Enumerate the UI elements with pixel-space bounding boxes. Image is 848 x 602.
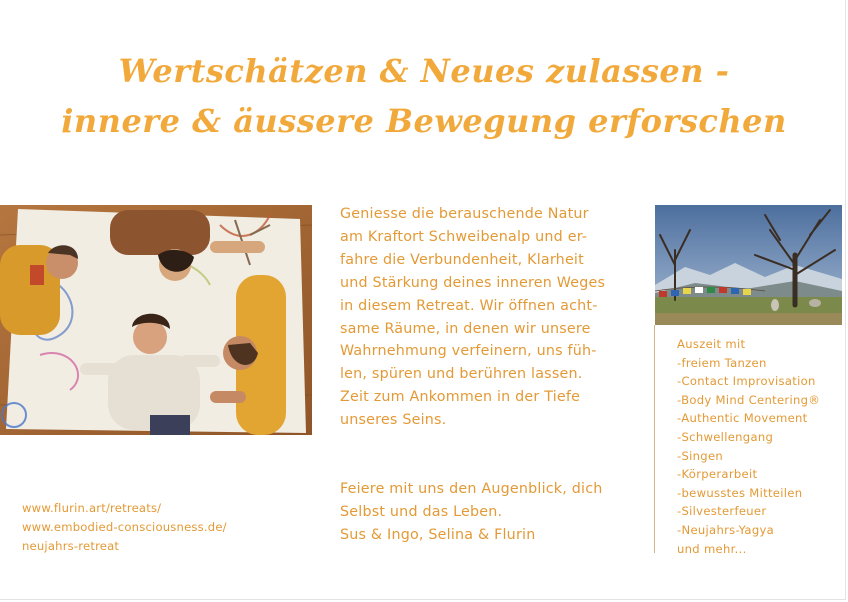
list-item: -Neujahrs-Yagya — [677, 522, 775, 537]
landscape-photo-illustration — [655, 205, 842, 325]
closing-paragraph — [340, 478, 650, 547]
activities-heading: Auszeit mit — [677, 337, 746, 351]
intro-line: am Kraftort Schweibenalp und er- — [340, 228, 588, 245]
intro-line: Geniesse die berauschende Natur — [340, 206, 589, 222]
intro-line: same Räume, in denen wir unsere — [340, 320, 591, 337]
website-link[interactable]: neujahrs-retreat — [22, 539, 120, 553]
list-item: -Schwellengang — [677, 429, 774, 444]
intro-line: unseres Seins. — [340, 412, 447, 429]
list-item: -Silvesterfeuer — [677, 504, 767, 519]
website-link[interactable]: www.embodied-consciousness.de/ — [22, 520, 227, 534]
list-item: -Körperarbeit — [677, 467, 758, 482]
list-item: -Singen — [677, 448, 724, 463]
activities-list — [677, 335, 847, 558]
intro-line: Zeit zum Ankommen in der Tiefe — [340, 389, 581, 406]
signature-line: Sus & Ingo, Selina & Flurin — [340, 526, 536, 543]
website-links — [22, 499, 302, 556]
list-item: -Body Mind Centering® — [677, 392, 821, 407]
intro-paragraph — [340, 203, 640, 432]
list-item: -bewusstes Mitteilen — [677, 485, 803, 500]
closing-line: Selbst und das Leben. — [340, 503, 503, 520]
list-item: -freiem Tanzen — [677, 355, 767, 370]
group-photo — [0, 205, 312, 435]
activities-footer: und mehr... — [677, 541, 747, 556]
headline-line-2: innere & äussere Bewegung erforschen — [61, 102, 787, 140]
website-link[interactable]: www.flurin.art/retreats/ — [22, 501, 162, 515]
activities-items — [677, 354, 847, 540]
intro-line: len, spüren und berühren lassen. — [340, 366, 583, 383]
intro-line: Wahrnehmung verfeinern, uns füh- — [340, 343, 597, 360]
headline-line-1: Wertschätzen & Neues zulassen - — [118, 52, 730, 90]
intro-line: in diesem Retreat. Wir öffnen acht- — [340, 297, 598, 314]
list-item: -Contact Improvisation — [677, 374, 816, 389]
intro-line: und Stärkung deines inneren Weges — [340, 274, 606, 291]
intro-line: fahre die Verbundenheit, Klarheit — [340, 251, 584, 268]
closing-line: Feiere mit uns den Augenblick, dich — [340, 481, 603, 497]
landscape-photo — [655, 205, 842, 325]
list-item: -Authentic Movement — [677, 411, 808, 426]
group-photo-illustration — [0, 205, 312, 435]
divider-line — [654, 325, 655, 553]
